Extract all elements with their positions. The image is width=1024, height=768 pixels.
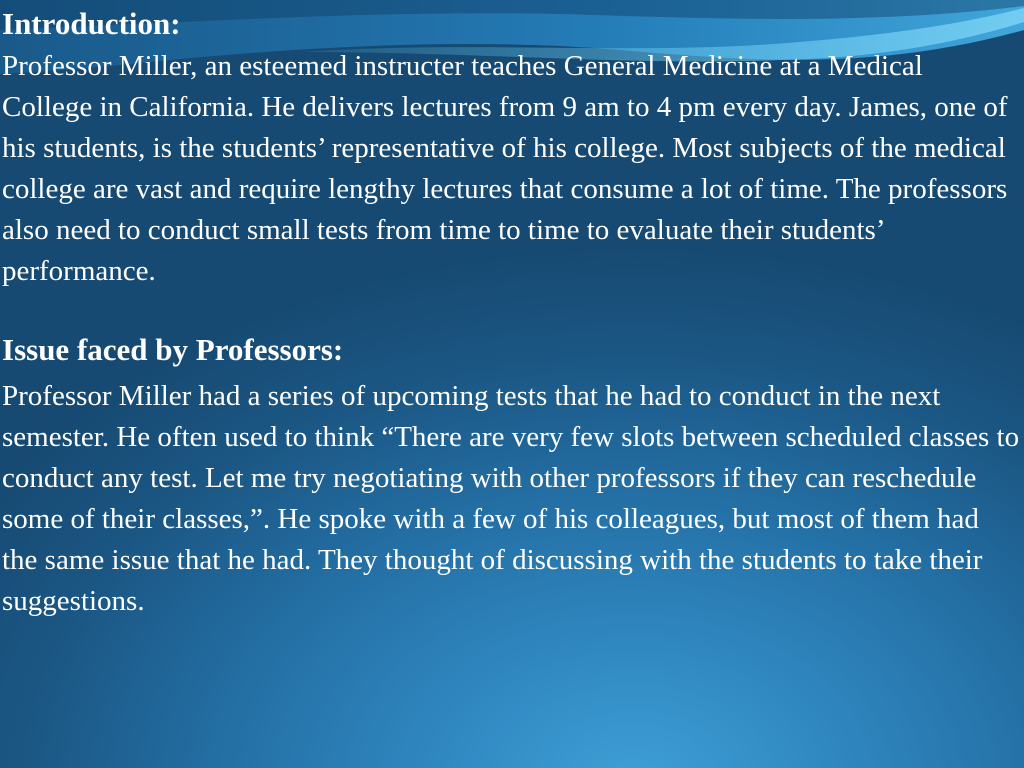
slide-content: [2, 4, 1020, 622]
introduction-paragraph: Professor Miller, an esteemed instructer teaches General Medicine at a Medical College in California. He delivers lectures from 9 am to 4 pm every day. James, one of his students, is the students’ representative of his college. Most subjects of the medical college are vast and require lengthy lectures that consume a lot of time. The professors also need to conduct small tests from time to time to evaluate their students’ performance.: [2, 50, 1008, 287]
issue-paragraph: Professor Miller had a series of upcoming tests that he had to conduct in the next semester. He often used to think “There are very few slots between scheduled classes to conduct any test. Let me try negotiating with other professors if they can reschedule some of their classes,”. He spoke with a few of his colleagues, but most of them had the same issue that he had. They thought of discussing with the students to take their suggestions.: [2, 380, 1020, 617]
introduction-heading: Introduction:: [2, 6, 181, 41]
issue-heading: Issue faced by Professors:: [2, 332, 344, 367]
